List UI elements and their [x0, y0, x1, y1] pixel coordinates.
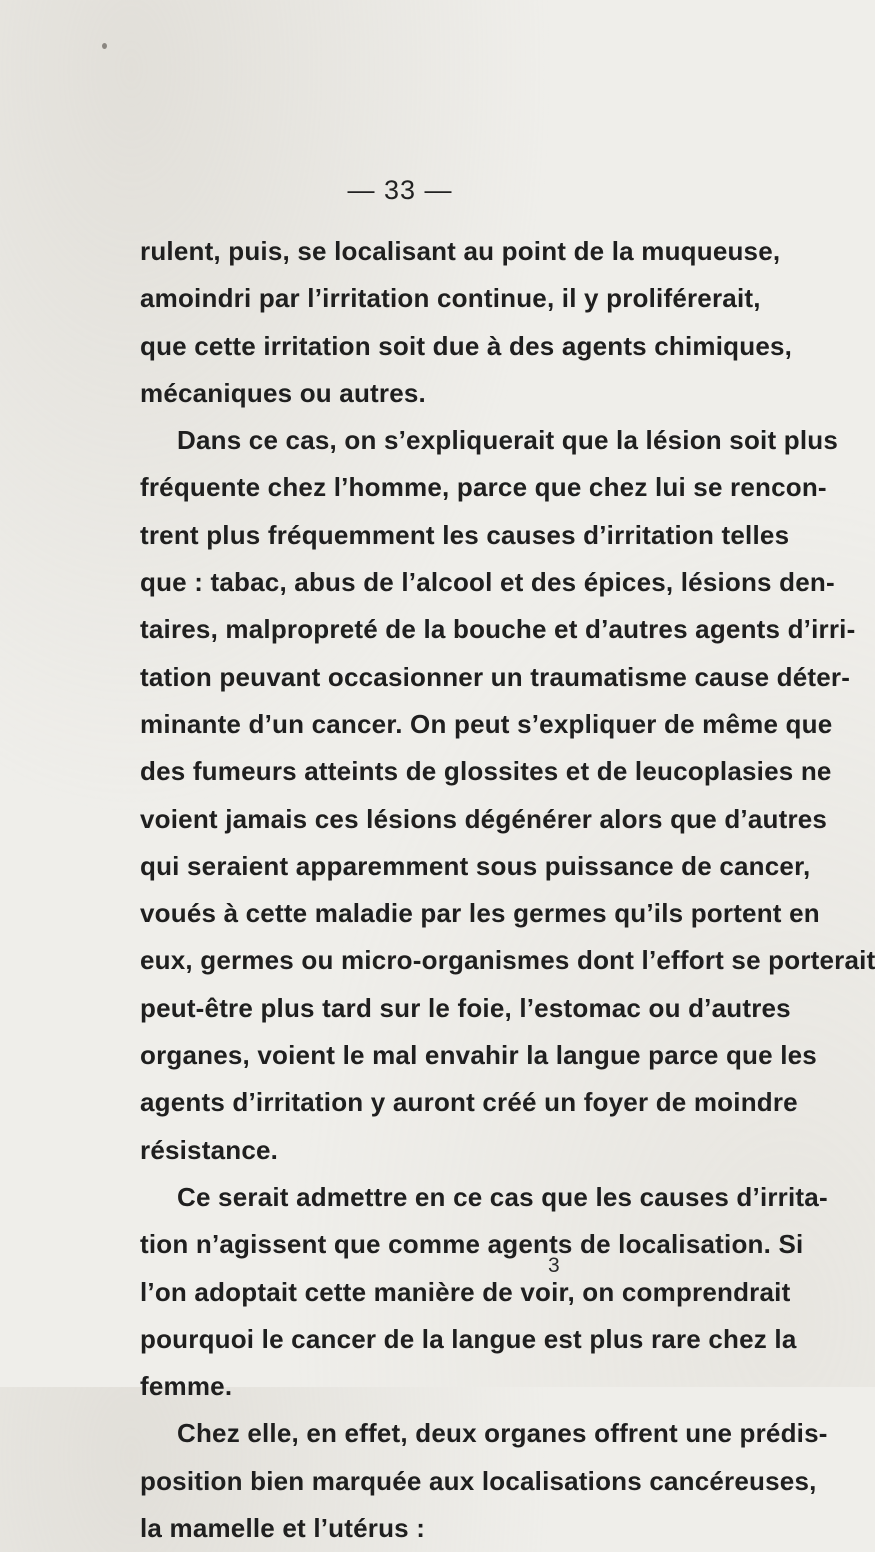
text-line: tation peuvant occasionner un traumatisme cause déter-	[140, 661, 851, 692]
text-line: fréquente chez l’homme, parce que chez lui se rencon-	[140, 472, 827, 503]
text-line: mécaniques ou autres.	[140, 377, 426, 408]
text-line: rulent, puis, se localisant au point de la muqueuse,	[140, 236, 781, 266]
text-line: tion n’agissent que comme agents de localisation. Si	[140, 1229, 804, 1260]
page-number: — 33 —	[347, 175, 453, 205]
text-line: voient jamais ces lésions dégénérer alors que d’autres	[140, 803, 828, 834]
text-line: pourquoi le cancer de la langue est plus rare chez la	[140, 1323, 797, 1354]
text-line: Ce serait admettre en ce cas que les causes d’irrita-	[177, 1181, 828, 1212]
text-line: que : tabac, abus de l’alcool et des épices, lésions den-	[140, 567, 835, 598]
text-line: trent plus fréquemment les causes d’irritation telles	[140, 519, 790, 550]
text-line: position bien marquée aux localisations cancéreuses,	[140, 1465, 817, 1496]
text-line: Dans ce cas, on s’expliquerait que la lésion soit plus	[177, 425, 839, 456]
text-line: agents d’irritation y auront créé un foyer de moindre	[140, 1087, 798, 1118]
paper-speck	[102, 43, 107, 49]
text-line: des fumeurs atteints de glossites et de leucoplasies ne	[140, 756, 832, 787]
text-line: voués à cette maladie par les germes qu’ils portent en	[140, 898, 820, 929]
text-line: résistance.	[140, 1134, 279, 1165]
text-line: peut-être plus tard sur le foie, l’estomac ou d’autres	[140, 992, 791, 1023]
text-line: eux, germes ou micro-organismes dont l’effort se porterait	[140, 945, 875, 976]
text-line: que cette irritation soit due à des agents chimiques,	[140, 330, 793, 361]
text-line: organes, voient le mal envahir la langue parce que les	[140, 1040, 817, 1071]
text-line: amoindri par l’irritation continue, il y proliférerait,	[140, 283, 761, 314]
text-line: la mamelle et l’utérus :	[140, 1513, 426, 1544]
signature-mark: 3	[548, 1254, 560, 1277]
text-line: l’on adoptait cette manière de voir, on comprendrait	[140, 1276, 791, 1307]
text-line: taires, malpropreté de la bouche et d’autres agents d’irri-	[140, 614, 856, 645]
text-line: minante d’un cancer. On peut s’expliquer de même que	[140, 708, 833, 739]
text-line: qui seraient apparemment sous puissance de cancer,	[140, 850, 811, 881]
body-text	[140, 228, 875, 1552]
text-line: Chez elle, en effet, deux organes offrent une prédis-	[177, 1418, 828, 1449]
text-line: femme.	[140, 1371, 233, 1402]
